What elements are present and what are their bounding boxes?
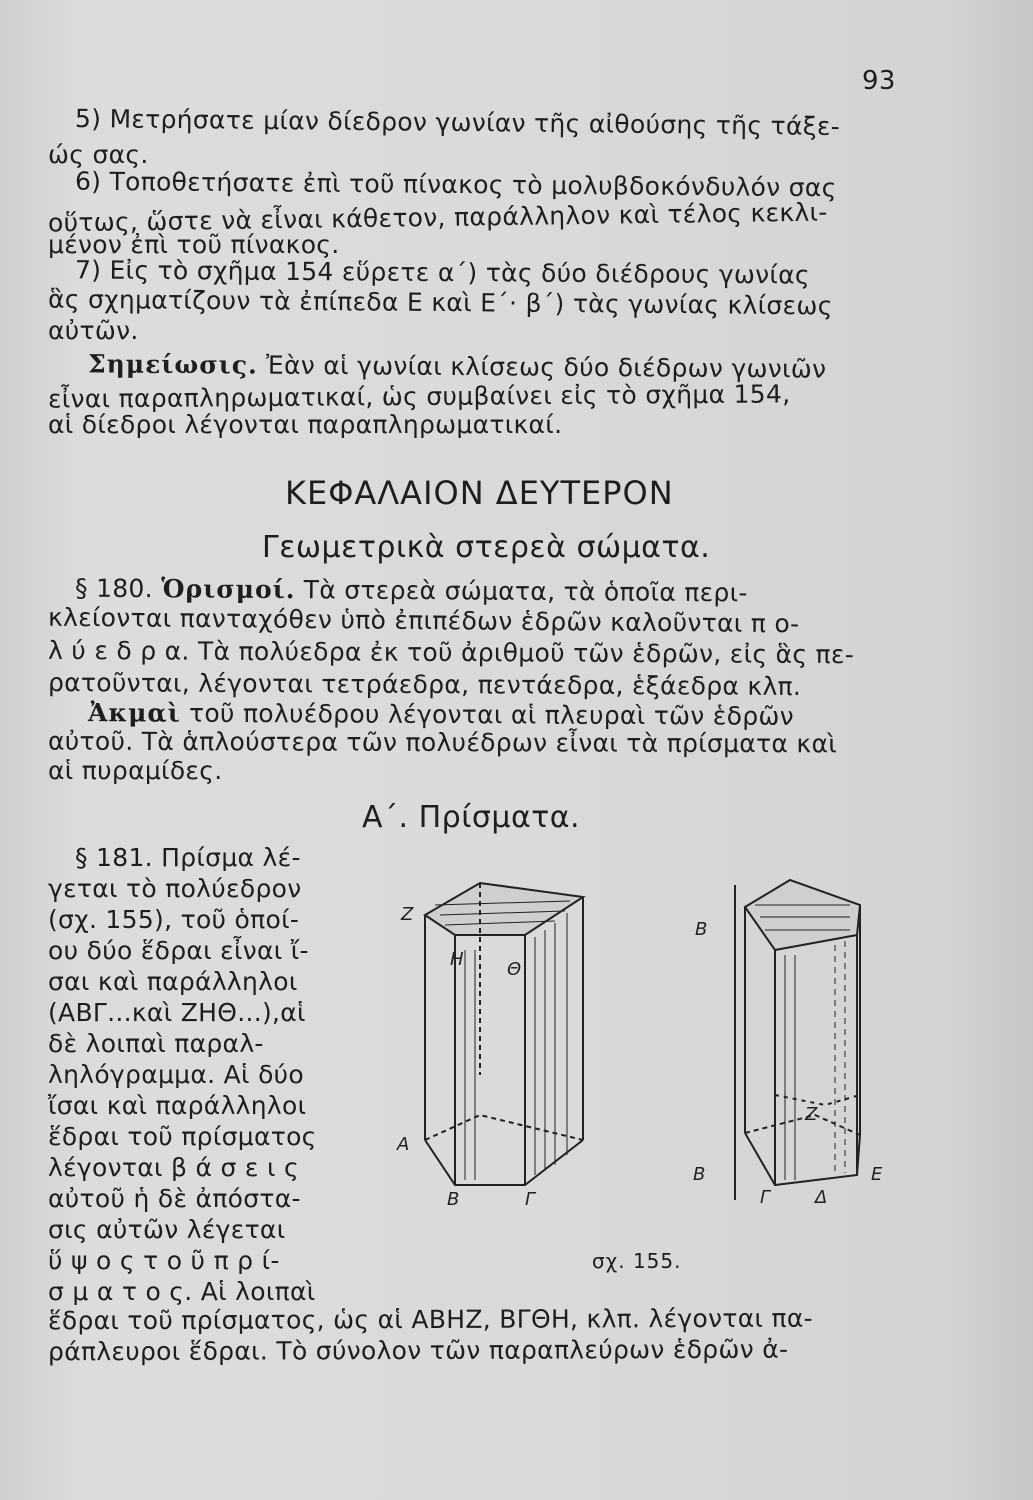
label-th: Θ — [507, 959, 522, 980]
section-181-line-4: ου δύο ἕδραι εἶναι ἴ- — [48, 936, 309, 965]
note-line-3: αἱ δίεδροι λέγονται παραπληρωματικαί. — [48, 410, 563, 439]
note-line-1: Ἐὰν αἱ γωνίαι κλίσεως δύο διέδρων γωνιῶν — [257, 350, 827, 384]
label-g-right: Γ — [760, 1187, 771, 1205]
section-181-line-15: σ μ α τ ο ς. Αἱ λοιπαὶ — [48, 1277, 316, 1306]
section-181-line-10: ἕδραι τοῦ πρίσματος — [48, 1122, 317, 1151]
section-181-line-12: αὐτοῦ ἡ δὲ ἀπόστα- — [48, 1184, 301, 1213]
label-h: Η — [450, 949, 464, 970]
section-181-line-8: ληλόγραμμα. Αἱ δύο — [48, 1060, 305, 1089]
label-g: Γ — [525, 1189, 536, 1205]
section-181-full-line-1: ἕδραι τοῦ πρίσματος, ὡς αἱ ΑΒΗΖ, ΒΓΘΗ, κλπ. λέγονται πα- — [47, 1303, 813, 1336]
polyhedra-term: λ ύ ε δ ρ α. — [47, 635, 190, 666]
edges-heading: Ἀκμαὶ — [87, 698, 181, 728]
section-181-line-14: ὕ ψ ο ς τ ο ῦ π ρ ί- — [48, 1246, 280, 1275]
label-e: Ε — [871, 1164, 883, 1185]
label-z: Ζ — [401, 904, 414, 925]
section-181-line-1: § 181. Πρίσμα λέ- — [75, 843, 301, 872]
section-181-line-2: γεται τὸ πολύεδρον — [48, 874, 302, 903]
chapter-subtitle: Γεωμετρικὰ στερεὰ σώματα. — [262, 530, 711, 565]
section-181-line-7: δὲ λοιπαὶ παραλ- — [48, 1029, 264, 1058]
label-z-right: Ζ — [805, 1104, 818, 1125]
section-181-line-6: (ΑΒΓ...καὶ ΖΗΘ...),αἱ — [48, 998, 306, 1027]
section-180-heading: Ὁρισμοί. — [161, 574, 296, 605]
section-180-line-7: αἱ πυραμίδες. — [48, 756, 223, 785]
label-b-bottom: Β — [693, 1164, 706, 1185]
figure-caption: σχ. 155. — [592, 1249, 682, 1273]
exercise-7-line-2: ἃς σχηματίζουν τὰ ἐπίπεδα Ε καὶ Ε΄· β΄) τὰς γωνίας κλίσεως — [47, 284, 833, 321]
prism-left-drawing — [425, 883, 583, 1185]
section-180-line-4: ρατοῦνται, λέγονται τετράεδρα, πεντάεδρα, ἑξάεδρα κλπ. — [47, 668, 802, 701]
label-b-top: Β — [695, 919, 708, 940]
section-181-line-9: ἴσαι καὶ παράλληλοι — [48, 1091, 307, 1120]
section-181-line-11: λέγονται β ά σ ε ι ς — [48, 1153, 299, 1182]
exercise-7-line-1: 7) Εἰς τὸ σχῆμα 154 εὕρετε α΄) τὰς δύο διέδρους γωνίας — [74, 255, 811, 290]
section-180-line-2: κλείονται πανταχόθεν ὑπὸ ἐπιπέδων ἑδρῶν καλοῦνται π ο- — [47, 602, 800, 639]
exercise-5-line-2: ώς σας. — [48, 140, 149, 169]
section-181-full-line-2: ράπλευροι ἕδραι. Τὸ σύνολον τῶν παραπλεύρων ἑδρῶν ἀ- — [47, 1334, 789, 1367]
section-180-line-6: αὐτοῦ. Τὰ ἁπλούστερα τῶν πολυέδρων εἶναι τὰ πρίσματα καὶ — [47, 726, 838, 759]
section-181-line-5: σαι καὶ παράλληλοι — [48, 967, 298, 996]
label-b: Β — [447, 1189, 460, 1205]
label-d: Δ — [815, 1187, 828, 1205]
exercise-6-line-2: οὕτως, ὥστε νὰ εἶναι κάθετον, παράλληλον καὶ τέλος κεκλι- — [47, 197, 828, 238]
section-181-line-13: σις αὐτῶν λέγεται — [48, 1215, 286, 1244]
figure-155 — [395, 875, 915, 1205]
label-a: Α — [397, 1134, 410, 1155]
section-181-line-3: (σχ. 155), τοῦ ὁποί- — [48, 905, 300, 934]
section-180-line-3 — [48, 636, 854, 670]
exercise-6-line-3: μένον ἐπὶ τοῦ πίνακος. — [48, 230, 340, 259]
note-line-2: εἶναι παραπληρωματικαί, ὡς συμβαίνει εἰς τὸ σχῆμα 154, — [47, 379, 791, 414]
section-180-text-3: Τὰ πολύεδρα ἐκ τοῦ ἀριθμοῦ τῶν ἑδρῶν, εἰς ἃς πε- — [189, 636, 855, 670]
section-180-number: § 180. — [74, 573, 154, 604]
exercise-6-line-1: 6) Τοποθετήσατε ἐπὶ τοῦ πίνακος τὸ μολυβδοκόνδυλόν σας — [74, 166, 837, 203]
page-number: 93 — [862, 66, 896, 96]
section-title: Α΄. Πρίσματα. — [362, 800, 581, 835]
note-heading: Σημείωσις. — [87, 349, 258, 380]
section-180-text-5: τοῦ πολυέδρου λέγονται αἱ πλευραὶ τῶν ἑδρῶν — [180, 698, 794, 731]
section-180-text-1: Τὰ στερεὰ σώματα, τὰ ὁποῖα περι- — [295, 575, 748, 608]
exercise-7-line-3: αὐτῶν. — [48, 316, 139, 345]
chapter-title: ΚΕΦΑΛΑΙΟΝ ΔΕΥΤΕΡΟΝ — [285, 474, 674, 512]
prism-right-drawing — [735, 880, 860, 1200]
exercise-5-line-1: 5) Μετρήσατε μίαν δίεδρον γωνίαν τῆς αἰθούσης τῆς τάξε- — [74, 103, 841, 142]
